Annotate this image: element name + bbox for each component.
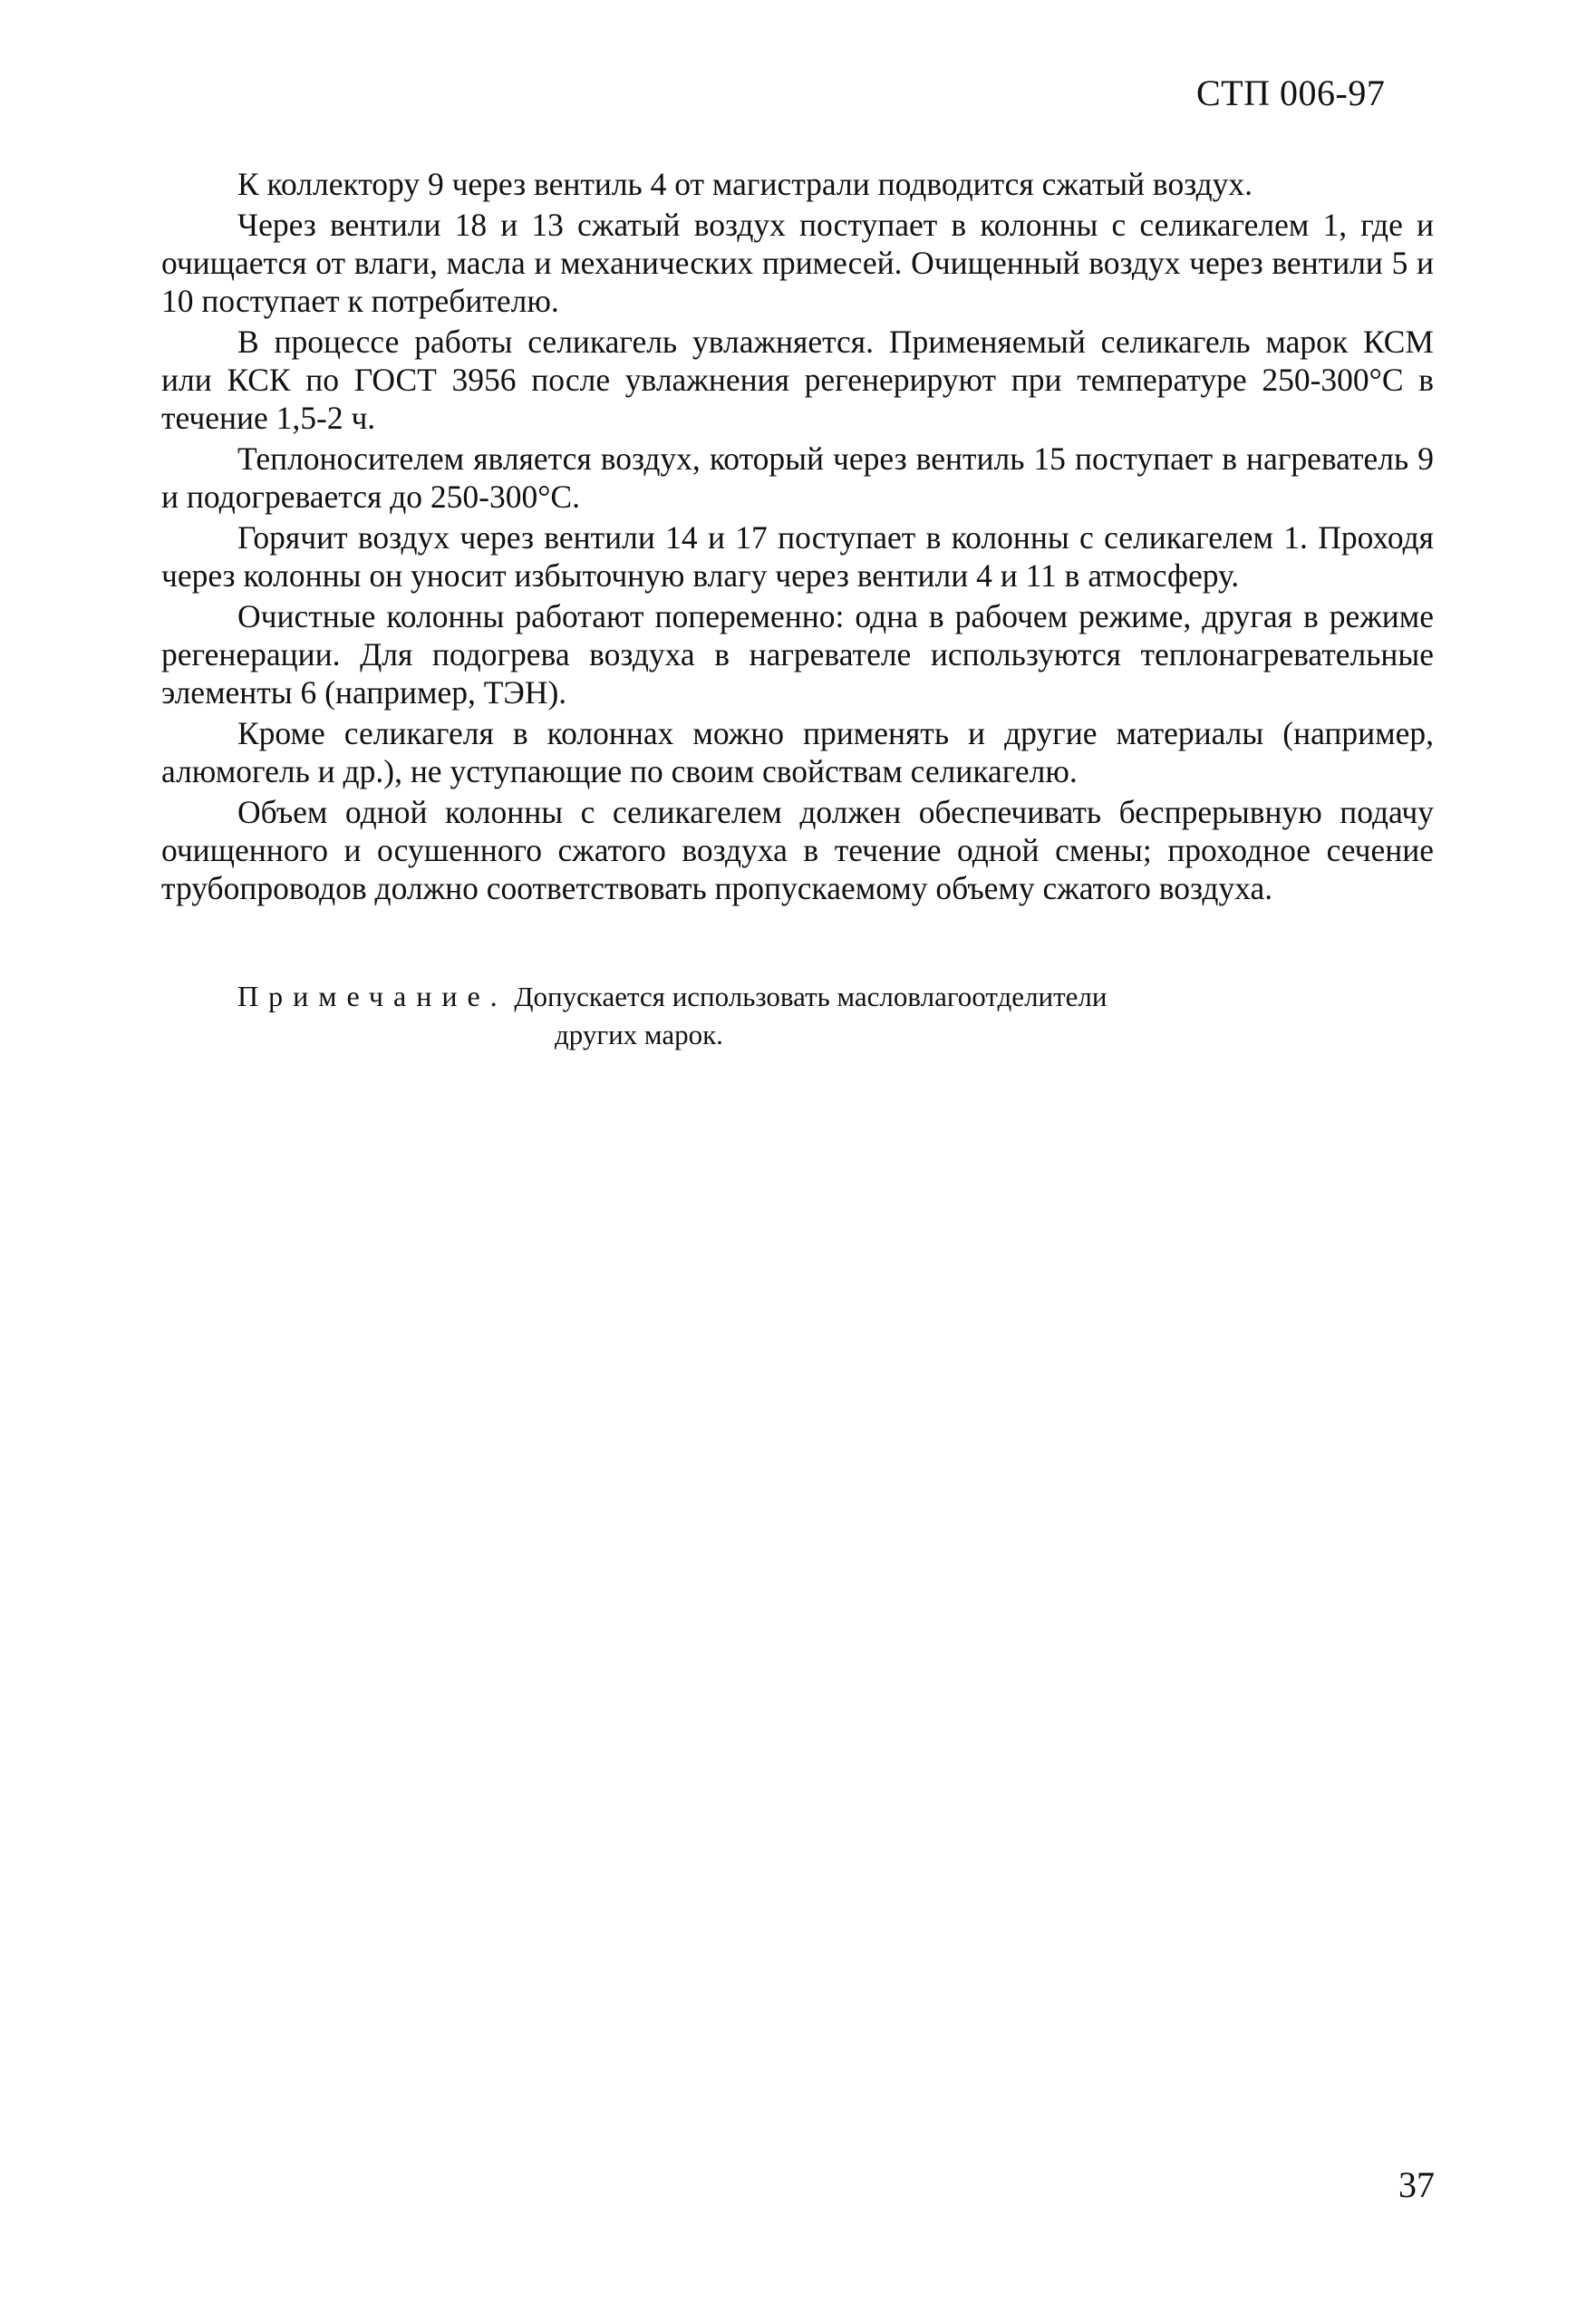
page-number: 37 xyxy=(1398,2164,1435,2205)
document-code: СТП 006-97 xyxy=(1196,73,1386,113)
paragraph-collector: К коллектору 9 через вентиль 4 от магистрали подводится сжатый воздух. xyxy=(237,166,1253,202)
note-line-1 xyxy=(237,977,1325,1016)
note-label: Примечание. xyxy=(237,980,508,1012)
paragraph-alternative-materials: Кроме селикагеля в колоннах можно применять и другие материалы (например, алюмогель и др.), не уступающие по своим свойствам селикагелю. xyxy=(161,715,1434,789)
paragraph-hot-air: Горячит воздух через вентили 14 и 17 поступает в колонны с селикагелем 1. Проходя через колонны он уносит избыточную влагу через вентили 4 и 11 в атмосферу. xyxy=(161,519,1434,594)
note-text-line-1: Допускается использовать масловлагоотделители xyxy=(514,981,1108,1012)
paragraph-column-modes: Очистные колонны работают попеременно: одна в рабочем режиме, другая в режиме регенерации. Для подогрева воздуха в нагревателе используются теплонагревательные элементы 6 (например, ТЭН). xyxy=(161,598,1434,711)
note-text-line-2: других марок. xyxy=(555,1019,723,1050)
paragraph-silica-gel-regeneration: В процессе работы селикагель увлажняется. Применяемый селикагель марок КСМ или КСК по ГОСТ 3956 после увлажнения регенерируют при температуре 250-300°С в течение 1,5-2 ч. xyxy=(161,324,1434,436)
paragraph-valves-columns: Через вентили 18 и 13 сжатый воздух поступает в колонны с селикагелем 1, где и очищается от влаги, масла и механических примесей. Очищенный воздух через вентили 5 и 10 поступает к потребителю. xyxy=(161,207,1434,319)
note xyxy=(237,977,1325,1054)
paragraph-heat-carrier: Теплоносителем является воздух, который через вентиль 15 поступает в нагреватель 9 и подогревается до 250-300°С. xyxy=(161,440,1434,515)
paragraph-column-volume: Объем одной колонны с селикагелем должен обеспечивать беспрерывную подачу очищенного и осушенного сжатого воздуха в течение одной смены; проходное сечение трубопроводов должно соответствовать пропускаемому объему сжатого воздуха. xyxy=(161,794,1434,906)
body-text xyxy=(161,165,1434,910)
